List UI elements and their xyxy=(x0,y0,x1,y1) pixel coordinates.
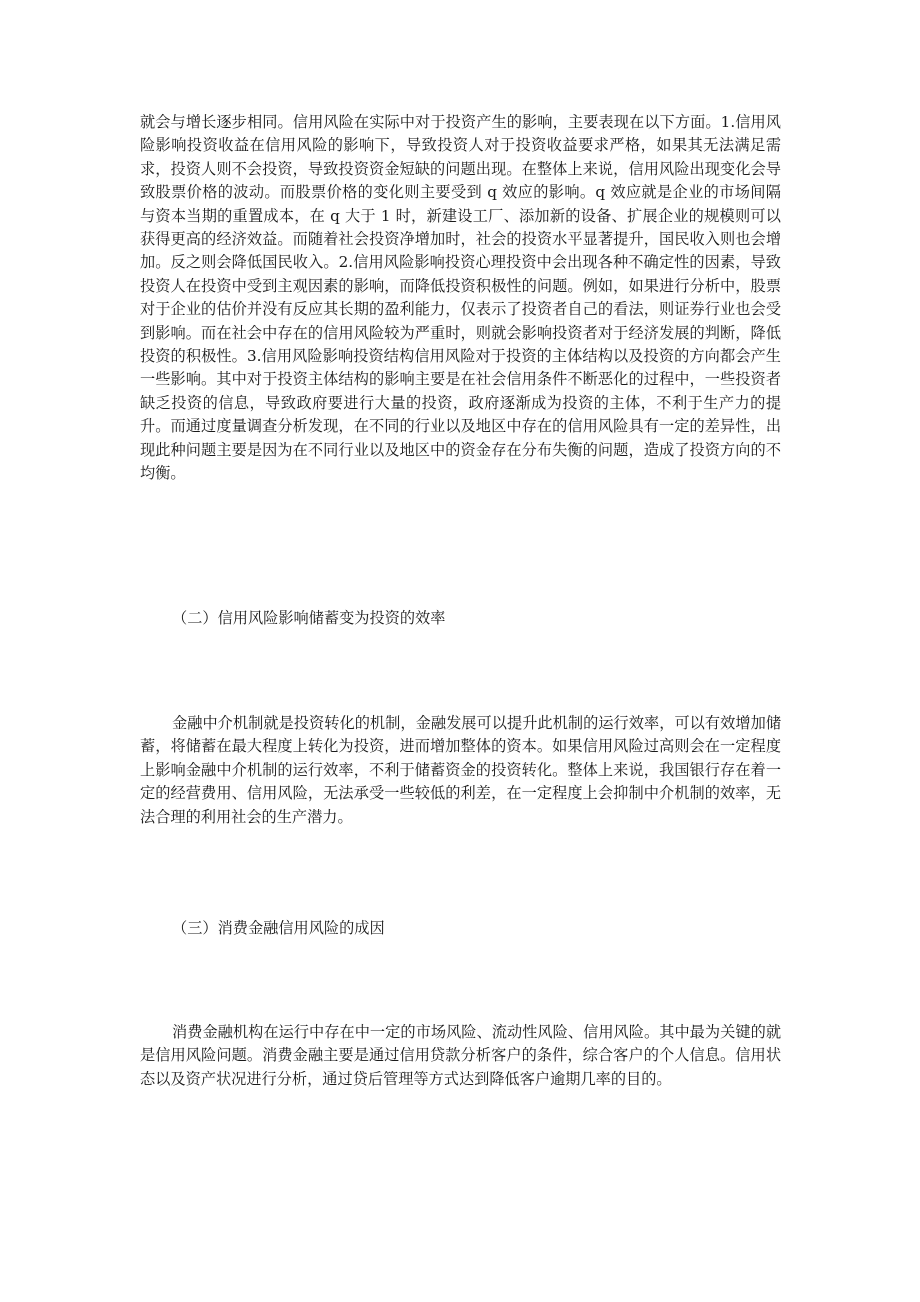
section-heading-consumer-finance-causes: （三）消费金融信用风险的成因 xyxy=(172,919,385,937)
body-paragraph-consumer-finance: 消费金融机构在运行中存在中一定的市场风险、流动性风险、信用风险。其中最为关键的就是信用风险问题。消费金融主要是通过信用贷款分析客户的条件，综合客户的个人信息。信用状态以及资产状况进行分析，通过贷后管理等方式达到降低客户逾期几率的目的。 xyxy=(140,1023,781,1088)
body-paragraph-financial-intermediation: 金融中介机制就是投资转化的机制，金融发展可以提升此机制的运行效率，可以有效增加储蓄，将储蓄在最大程度上转化为投资，进而增加整体的资本。如果信用风险过高则会在一定程度上影响金融中介机制的运行效率，不利于储蓄资金的投资转化。整体上来说，我国银行存在着一定的经营费用、信用风险，无法承受一些较低的利差，在一定程度上会抑制中介机制的效率，无法合理的利用社会的生产潜力。 xyxy=(140,714,781,826)
section-heading-savings-efficiency: （二）信用风险影响储蓄变为投资的效率 xyxy=(172,609,446,627)
body-paragraph-investment-effects: 就会与增长逐步相同。信用风险在实际中对于投资产生的影响，主要表现在以下方面。1.信用风险影响投资收益在信用风险的影响下，导致投资人对于投资收益要求严格，如果其无法满足需求，投资人则不会投资，导致投资资金短缺的问题出现。在整体上来说，信用风险出现变化会导致股票价格的波动。而股票价格的变化则主要受到 q 效应的影响。q 效应就是企业的市场间隔与资本当期的重置成本，在 q 大于 1 时，新建设工厂、添加新的设备、扩展企业的规模则可以获得更高的经济效益。而随着社会投资净增加时，社会的投资水平显著提升，国民收入则也会增加。反之则会降低国民收入。2.信用风险影响投资心理投资中会出现各种不确定性的因素，导致投资人在投资中受到主观因素的影响，而降低投资积极性的问题。例如，如果进行分析中，股票对于企业的估价并没有反应其长期的盈利能力，仅表示了投资者自己的看法，则证券行业也会受到影响。而在社会中存在的信用风险较为严重时，则就会影响投资者对于经济发展的判断，降低投资的积极性。3.信用风险影响投资结构信用风险对于投资的主体结构以及投资的方向都会产生一些影响。其中对于投资主体结构的影响主要是在社会信用条件不断恶化的过程中，一些投资者缺乏投资的信息，导致政府要进行大量的投资，政府逐渐成为投资的主体，不利于生产力的提升。而通过度量调查分析发现，在不同的行业以及地区中存在的信用风险具有一定的差异性，出现此种问题主要是因为在不同行业以及地区中的资金存在分布失衡的问题，造成了投资方向的不均衡。 xyxy=(140,113,781,483)
